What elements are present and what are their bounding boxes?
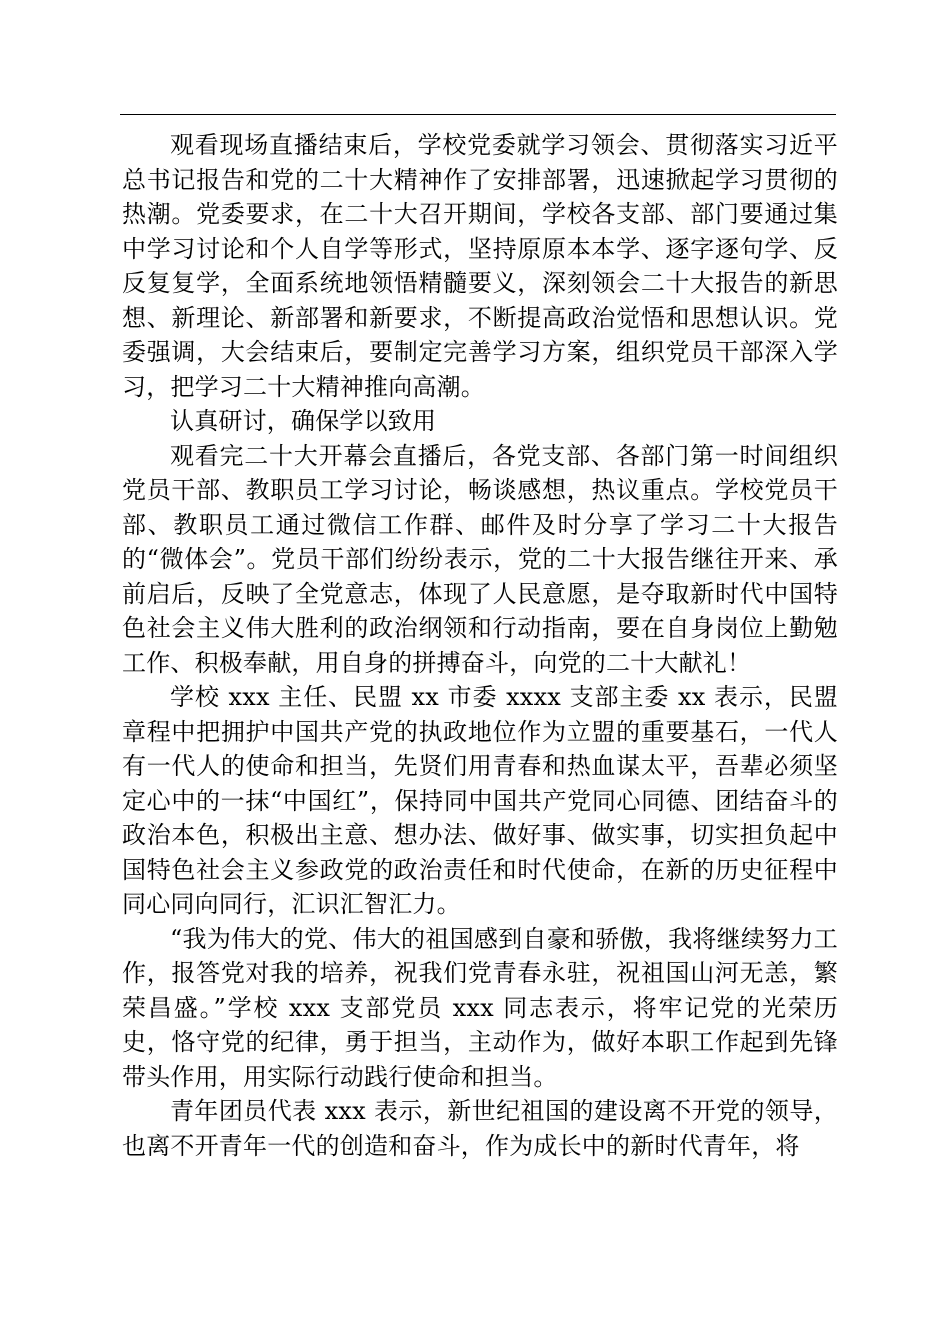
section-heading-discussion: 认真研讨，确保学以致用 xyxy=(170,407,437,435)
paragraph-party-member-quote: “我为伟大的党、伟大的祖国感到自豪和骄傲，我将继续努力工作，报答党对我的培养，祝我们党青春永驻，祝祖国山河无恙，繁荣昌盛。”学校 xxx 支部党员 xxx 同志表示，将牢记党的光荣历史，恪守党的纪律，勇于担当，主动作为，做好本职工作起到先锋带头作用，用实际行动践行使命和担当。 xyxy=(122,924,838,1091)
paragraph-democratic-league: 学校 xxx 主任、民盟 xx 市委 xxxx 支部主委 xx 表示，民盟章程中把拥护中国共产党的执政地位作为立盟的重要基石，一代人有一代人的使命和担当，先贤们用青春和热血谋太平，吾辈必须坚定心中的一抹“中国红”，保持同中国共产党同心同德、团结奋斗的政治本色，积极出主意、想办法、做好事、做实事，切实担负起中国特色社会主义参政党的政治责任和时代使命，在新的历史征程中同心同向同行，汇识汇智汇力。 xyxy=(122,683,838,918)
document-body xyxy=(122,128,838,1163)
paragraph-youth-representative: 青年团员代表 xxx 表示，新世纪祖国的建设离不开党的领导，也离不开青年一代的创造和奋斗，作为成长中的新时代青年，将 xyxy=(122,1097,838,1160)
paragraph-study-arrangement: 观看现场直播结束后，学校党委就学习领会、贯彻落实习近平总书记报告和党的二十大精神作了安排部署，迅速掀起学习贯彻的热潮。党委要求，在二十大召开期间，学校各支部、部门要通过集中学习讨论和个人自学等形式，坚持原原本本学、逐字逐句学、反反复复学，全面系统地领悟精髓要义，深刻领会二十大报告的新思想、新理论、新部署和新要求，不断提高政治觉悟和思想认识。党委强调，大会结束后，要制定完善学习方案，组织党员干部深入学习，把学习二十大精神推向高潮。 xyxy=(122,131,838,401)
paragraph-discussion: 观看完二十大开幕会直播后，各党支部、各部门第一时间组织党员干部、教职员工学习讨论，畅谈感想，热议重点。学校党员干部、教职员工通过微信工作群、邮件及时分享了学习二十大报告的“微体会”。党员干部们纷纷表示，党的二十大报告继往开来、承前启后，反映了全党意志，体现了人民意愿，是夺取新时代中国特色社会主义伟大胜利的政治纲领和行动指南，要在自身岗位上勤勉工作、积极奉献，用自身的拼搏奋斗，向党的二十大献礼！ xyxy=(122,441,838,677)
header-rule xyxy=(120,114,836,115)
